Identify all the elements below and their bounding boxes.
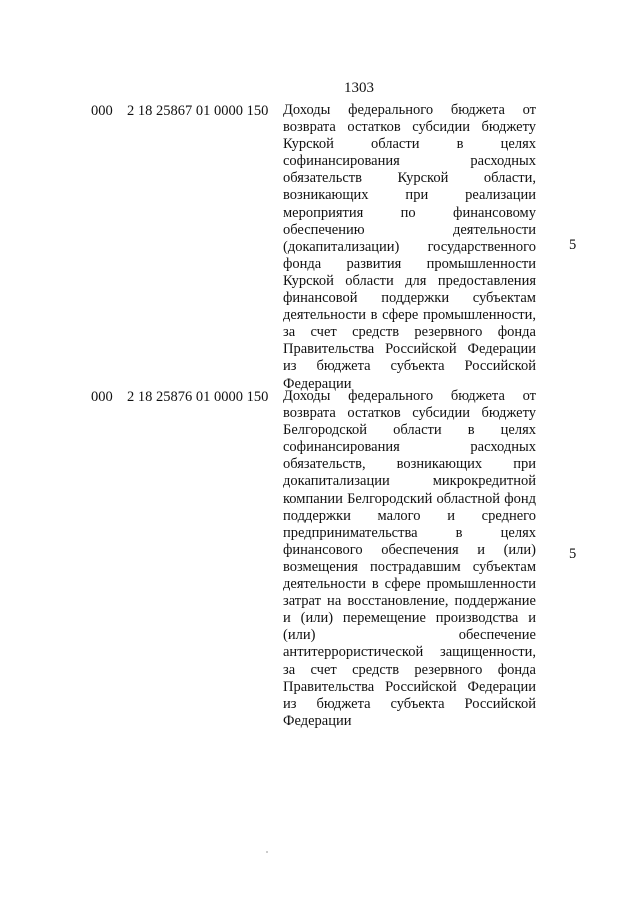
admin-code: 000 xyxy=(91,103,113,119)
description-line: возврата остатков субсидии бюджету xyxy=(283,405,536,422)
description-line: Правительства Российской Федерации xyxy=(283,341,536,358)
description-line: (или) обеспечение xyxy=(283,627,536,644)
description-line: возврата остатков субсидии бюджету xyxy=(283,119,536,136)
description-line: за счет средств резервного фонда xyxy=(283,324,536,341)
budget-classification-code: 2 18 25867 01 0000 150 xyxy=(127,103,269,119)
description-line: фонда развития промышленности xyxy=(283,255,536,272)
budget-classification-code: 2 18 25876 01 0000 150 xyxy=(127,389,269,405)
page-number: 1303 xyxy=(344,80,374,96)
description-line: мероприятия по финансовому xyxy=(283,204,536,221)
description-line: (докапитализации) государственного xyxy=(283,238,536,255)
description-line: из бюджета субъекта Российской xyxy=(283,695,536,712)
description-line: деятельности в сфере промышленности xyxy=(283,576,536,593)
description-line: возникающих при реализации xyxy=(283,187,536,204)
description-line: Федерации xyxy=(283,375,352,392)
description-line: обеспечению деятельности xyxy=(283,221,536,238)
description-line: антитеррористической защищенности, xyxy=(283,644,536,661)
income-description xyxy=(283,388,536,730)
amount: 5 xyxy=(569,546,577,562)
description-line: Федерации xyxy=(283,712,352,729)
description-line: Курской области в целях xyxy=(283,136,536,153)
description-line: софинансирования расходных xyxy=(283,439,536,456)
amount: 5 xyxy=(569,237,577,253)
description-line: Правительства Российской Федерации xyxy=(283,678,536,695)
description-line: затрат на восстановление, поддержание xyxy=(283,593,536,610)
description-line: финансового обеспечения и (или) xyxy=(283,541,536,558)
description-line: возмещения пострадавшим субъектам xyxy=(283,558,536,575)
description-line: предпринимательства в целях xyxy=(283,524,536,541)
description-line: Доходы федерального бюджета от xyxy=(283,102,536,118)
description-line: обязательств Курской области, xyxy=(283,170,536,187)
scan-speck xyxy=(266,851,268,853)
description-line: деятельности в сфере промышленности, xyxy=(283,307,536,324)
description-line: софинансирования расходных xyxy=(283,153,536,170)
description-line: Белгородской области в целях xyxy=(283,422,536,439)
description-line: докапитализации микрокредитной xyxy=(283,473,536,490)
description-line: Курской области для предоставления xyxy=(283,272,536,289)
description-line: компании Белгородский областной фонд xyxy=(283,490,536,507)
description-line: Доходы федерального бюджета от xyxy=(283,388,536,404)
description-line: из бюджета субъекта Российской xyxy=(283,358,536,375)
admin-code: 000 xyxy=(91,389,113,405)
description-line: и (или) перемещение производства и xyxy=(283,610,536,627)
description-line: финансовой поддержки субъектам xyxy=(283,290,536,307)
description-line: обязательств, возникающих при xyxy=(283,456,536,473)
description-line: поддержки малого и среднего xyxy=(283,507,536,524)
description-line: за счет средств резервного фонда xyxy=(283,661,536,678)
income-description xyxy=(283,102,536,393)
